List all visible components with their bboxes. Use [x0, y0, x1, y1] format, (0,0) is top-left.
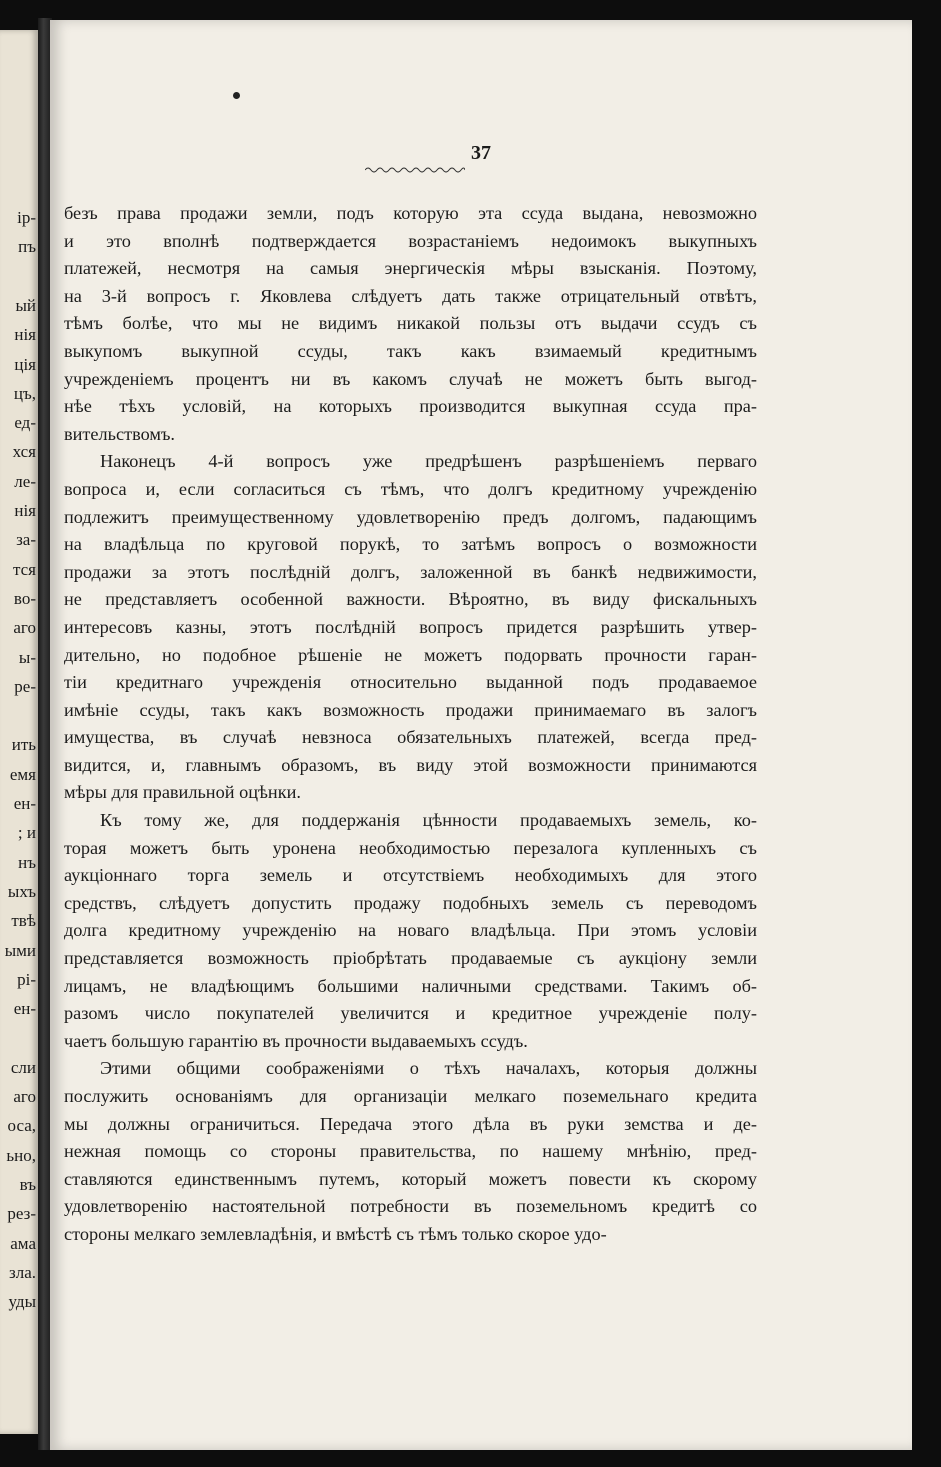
left-page-fragment: нія [14, 325, 36, 345]
left-page-fragment: сли [10, 1057, 36, 1077]
paragraph [64, 200, 757, 448]
left-page-fragment: за- [16, 530, 36, 550]
left-page-fragment: ція [14, 354, 36, 374]
text-line: на 3-й вопросъ г. Яковлева слѣдуетъ дать также отрицательный отвѣтъ, [64, 285, 757, 306]
text-line: учрежденіемъ процентъ ни въ какомъ случаѣ не можетъ быть выгод- [64, 368, 757, 389]
text-line: представляется возможность пріобрѣтать продаваемые съ аукціону земли [64, 948, 757, 969]
text-line: долга кредитному учрежденію на новаго владѣльца. При этомъ условіи [64, 920, 757, 941]
text-line: имѣніе ссуды, такъ какъ возможность продажи принимаемаго въ залогъ [64, 699, 757, 720]
left-page-fragment: твѣ [11, 911, 36, 931]
left-page-fragment: ыхъ [7, 881, 36, 901]
left-page-fragment: нія [14, 501, 36, 520]
text-line: не представляетъ особенной важности. Вѣроятно, въ виду фискальныхъ [64, 589, 757, 610]
left-page-fragment: ыми [4, 940, 36, 960]
left-page-fragment: ле- [14, 471, 36, 491]
left-page-fragment: во- [13, 588, 36, 608]
left-page-fragment: ьно, [6, 1145, 36, 1165]
paragraph [64, 448, 757, 807]
body-text [64, 200, 757, 1249]
text-line: Этими общими соображеніями о тѣхъ началахъ, которыя должны [100, 1058, 757, 1079]
left-page-fragment: ір- [17, 208, 36, 227]
text-line: нѣе тѣхъ условій, на которыхъ производится выкупная ссуда пра- [64, 396, 757, 417]
page-number: 37 [471, 142, 491, 164]
left-page-fragment: ; и [17, 823, 36, 843]
left-page-fragment: рез- [7, 1204, 36, 1224]
text-line: удовлетворенію настоятельной потребности въ поземельномъ кредитѣ со [64, 1196, 757, 1217]
text-line: мѣры для правильной оцѣнки. [64, 782, 301, 803]
text-line: аукціоннаго торга земель и отсутствіемъ необходимыхъ для этого [64, 865, 757, 886]
text-line: торая можетъ быть уронена необходимостью перезалога купленныхъ съ [64, 837, 757, 858]
text-line: видится, и, главнымъ образомъ, въ виду этой возможности принимаются [64, 754, 757, 775]
left-page-fragment: ый [15, 295, 36, 315]
text-line: подлежитъ преимущественному удовлетворенію предъ долгомъ, падающимъ [64, 506, 757, 527]
left-page-fragment: нъ [18, 852, 36, 872]
text-line: и это вполнѣ подтверждается возрастаніемъ недоимокъ выкупныхъ [64, 230, 757, 251]
left-page-fragment: рі- [17, 969, 36, 989]
left-page-fragment: ы- [18, 647, 36, 667]
text-line: разомъ число покупателей увеличится и кредитное учрежденіе полу- [64, 1003, 757, 1024]
left-page-fragment: хся [12, 442, 36, 462]
page-number-rule [365, 165, 465, 175]
left-page-fragment: зла. [9, 1262, 36, 1282]
text-line: имущества, въ случаѣ невзноса обязательныхъ платежей, всегда пред- [64, 727, 757, 748]
paragraph [64, 807, 757, 1055]
left-page-fragment: тся [12, 559, 36, 579]
text-line: на владѣльца по круговой порукѣ, то затѣмъ вопросъ о возможности [64, 534, 757, 555]
left-page-edge [0, 30, 38, 1434]
text-line: нежная помощь со стороны правительства, по нашему мнѣнію, пред- [64, 1141, 757, 1162]
left-page-fragment: ре- [14, 676, 36, 696]
text-line: дительно, но подобное рѣшеніе не можетъ подорвать прочности гаран- [64, 644, 757, 665]
right-page [50, 20, 912, 1450]
left-page-fragment: цъ, [13, 383, 36, 403]
text-line: Къ тому же, для поддержанія цѣнности продаваемыхъ земель, ко- [100, 810, 757, 831]
paragraph [64, 1055, 757, 1248]
left-page-fragment: аго [13, 618, 36, 638]
text-line: стороны мелкаго землевладѣнія, и вмѣстѣ съ тѣмъ только скорое удо- [64, 1223, 607, 1244]
left-page-fragment: ен- [13, 999, 36, 1019]
left-page-fragment: аго [13, 1087, 36, 1106]
left-page-fragment: въ [19, 1174, 36, 1194]
text-line: лицамъ, не владѣющимъ большими наличными средствами. Такимъ об- [64, 975, 757, 996]
left-page-fragment: уды [8, 1292, 36, 1312]
left-page-fragment: ен- [13, 794, 36, 813]
text-line: продажи за этотъ послѣдній долгъ, заложенной въ банкѣ недвижимости, [64, 561, 757, 582]
ink-dot [233, 92, 240, 99]
left-page-fragment: оса, [7, 1116, 36, 1136]
text-line: платежей, несмотря на самыя энергическія мѣры взысканія. Поэтому, [64, 258, 757, 279]
left-page-fragment: ед- [14, 413, 36, 433]
text-line: средствъ, слѣдуетъ допустить продажу подобныхъ земель съ переводомъ [64, 892, 757, 913]
text-line: вительствомъ. [64, 423, 175, 444]
text-line: безъ права продажи земли, подъ которую эта ссуда выдана, невозможно [64, 203, 757, 223]
left-page-fragment: пъ [18, 237, 36, 257]
text-line: тіи кредитнаго учрежденія относительно выданной подъ продаваемое [64, 672, 757, 693]
text-line: ставляются единственнымъ путемъ, который можетъ повести къ скорому [64, 1168, 757, 1189]
text-line: вопроса и, если согласиться съ тѣмъ, что долгъ кредитному учрежденію [64, 478, 757, 499]
left-page-fragment: ама [10, 1233, 36, 1253]
text-line: чаетъ большую гарантію въ прочности выдаваемыхъ ссудъ. [64, 1030, 528, 1051]
text-line: послужить основаніямъ для организаціи мелкаго поземельнаго кредита [64, 1086, 757, 1106]
left-page-fragment: ить [11, 735, 36, 755]
text-line: тѣмъ болѣе, что мы не видимъ никакой пользы отъ выдачи ссудъ съ [64, 313, 757, 334]
text-line: Наконецъ 4-й вопросъ уже предрѣшенъ разрѣшеніемъ перваго [100, 451, 757, 472]
left-page-fragment: емя [9, 764, 36, 784]
text-line: интересовъ казны, этотъ послѣдній вопросъ придется разрѣшить утвер- [64, 616, 757, 637]
text-line: выкупомъ выкупной ссуды, такъ какъ взимаемый кредитнымъ [64, 340, 757, 361]
text-line: мы должны ограничиться. Передача этого дѣла въ руки земства и де- [64, 1113, 757, 1134]
